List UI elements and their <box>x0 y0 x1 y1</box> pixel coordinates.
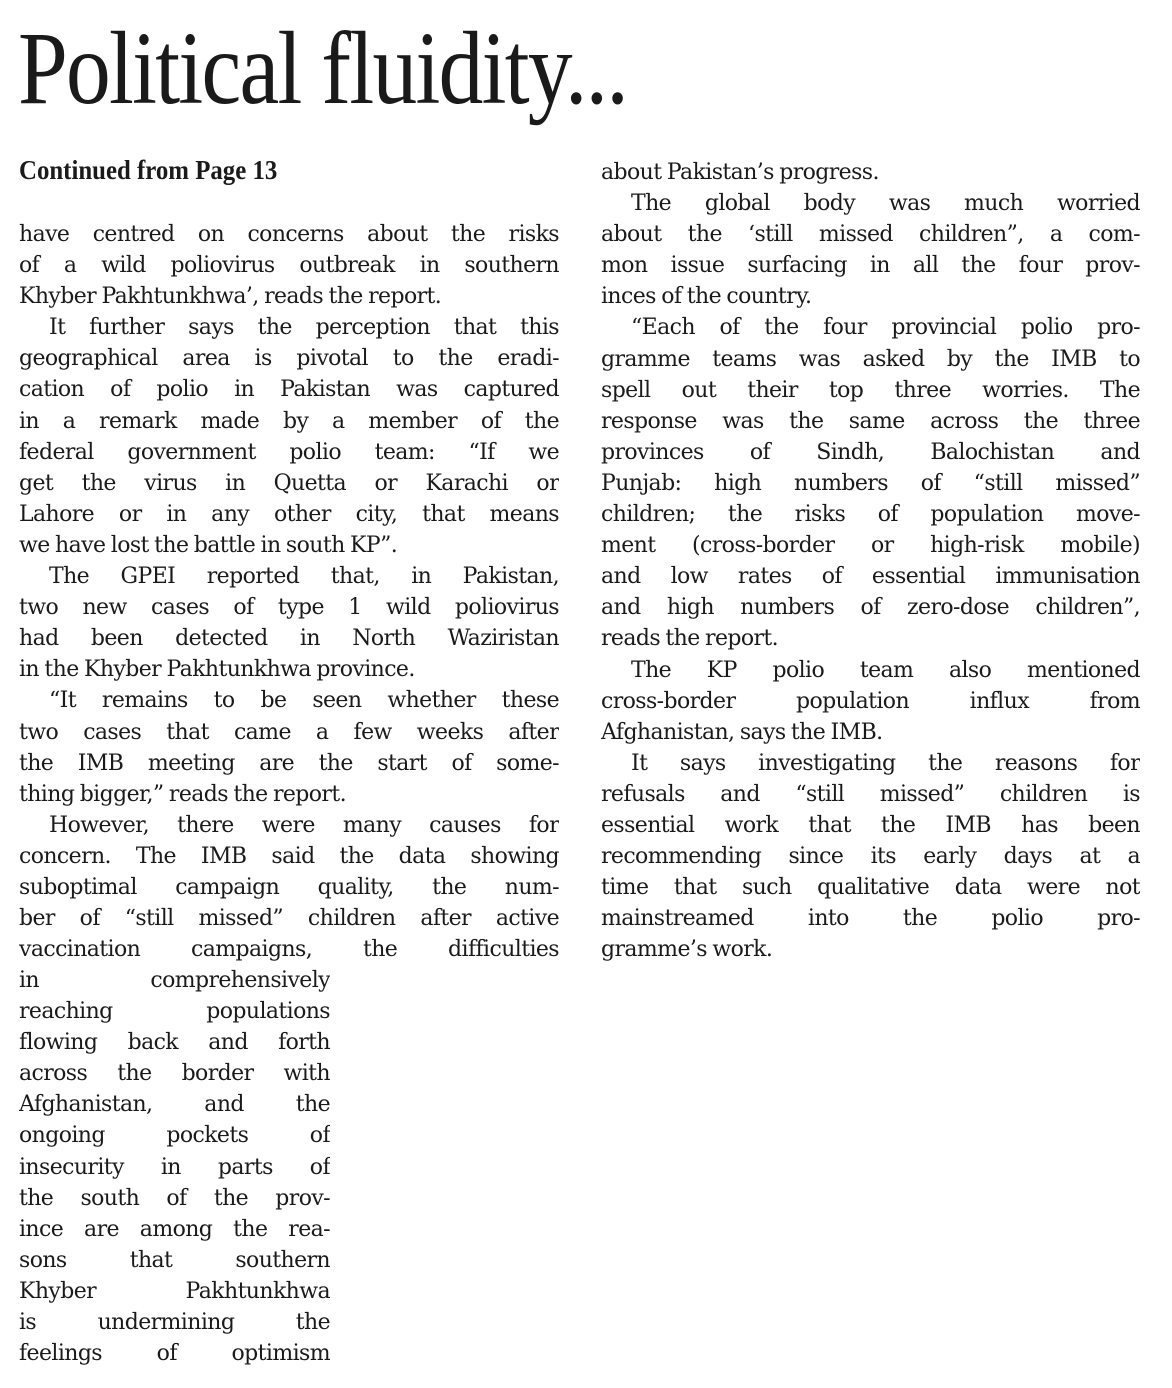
article-text-line: “It remains to be seen whether these <box>49 688 559 714</box>
article-text-line: and low rates of essential immunisation <box>601 564 1140 590</box>
article-text-line: suboptimal campaign quality, the num- <box>19 874 559 900</box>
article-text-line: insecurity in parts of <box>19 1154 330 1180</box>
article-text-line: the south of the prov- <box>19 1185 330 1211</box>
article-text-line: provinces of Sindh, Balochistan and <box>601 439 1140 465</box>
article-text-line: in comprehensively <box>19 968 330 993</box>
article-text-line: flowing back and forth <box>19 1030 330 1056</box>
article-text-line: essential work that the IMB has been <box>601 812 1140 838</box>
article-text-line: ber of “still missed” children after active <box>19 906 559 932</box>
article-text-line: concern. The IMB said the data showing <box>19 843 559 869</box>
article-text-line: about the ‘still missed children”, a com- <box>601 222 1140 248</box>
article-text-line: gramme teams was asked by the IMB to <box>601 346 1140 372</box>
article-text-line: sons that southern <box>19 1247 330 1273</box>
article-text-line: Lahore or in any other city, that means <box>19 501 559 527</box>
article-text-line: time that such qualitative data were not <box>601 875 1140 901</box>
article-text-line: gramme’s work. <box>601 937 773 963</box>
article-text-line: about Pakistan’s progress. <box>601 160 879 185</box>
article-text-line: The global body was much worried <box>631 191 1140 217</box>
article-text-line: feelings of optimism <box>19 1341 330 1367</box>
article-text-line: inces of the country. <box>601 284 812 310</box>
article-column-right <box>601 157 1140 965</box>
article-text-line: Afghanistan, says the IMB. <box>601 719 883 745</box>
article-text-line: we have lost the battle in south KP”. <box>19 532 398 558</box>
article-text-line: thing bigger,” reads the report. <box>19 781 346 807</box>
article-text-line: in the Khyber Pakhtunkhwa province. <box>19 657 415 683</box>
article-text-line: refusals and “still missed” children is <box>601 781 1140 807</box>
article-text-line: recommending since its early days at a <box>601 844 1140 870</box>
article-text-line: The GPEI reported that, in Pakistan, <box>49 564 559 590</box>
article-text-line: children; the risks of population move- <box>601 502 1140 528</box>
headline: Political fluidity... <box>18 11 627 126</box>
article-text-line: cation of polio in Pakistan was captured <box>19 377 559 403</box>
article-text-line: ince are among the rea- <box>19 1216 330 1242</box>
article-text-line: Punjab: high numbers of “still missed” <box>601 470 1140 496</box>
article-text-line: two new cases of type 1 wild poliovirus <box>19 595 559 621</box>
article-text-line: ongoing pockets of <box>19 1123 330 1149</box>
article-text-line: reads the report. <box>601 626 779 652</box>
article-text-line: “Each of the four provincial polio pro- <box>631 315 1140 341</box>
article-text-line: and high numbers of zero-dose children”, <box>601 595 1140 621</box>
article-text-line: had been detected in North Waziristan <box>19 626 559 652</box>
article-text-line: get the virus in Quetta or Karachi or <box>19 470 559 496</box>
article-text-line: However, there were many causes for <box>49 812 559 838</box>
article-text-line: Afghanistan, and the <box>19 1092 330 1118</box>
article-text-line: ment (cross-border or high-risk mobile) <box>601 533 1140 559</box>
article-text-line: of a wild poliovirus outbreak in southern <box>19 253 559 279</box>
article-text-line: have centred on concerns about the risks <box>19 222 559 247</box>
article-text-line: reaching populations <box>19 999 330 1025</box>
article-column-left <box>19 219 559 965</box>
article-text-line: response was the same across the three <box>601 408 1140 434</box>
article-text-line: cross-border population influx from <box>601 688 1140 714</box>
article-text-line: federal government polio team: “If we <box>19 439 559 465</box>
article-text-line: geographical area is pivotal to the eradi- <box>19 346 559 372</box>
article-text-line: The KP polio team also mentioned <box>631 657 1140 683</box>
article-column-left-narrow <box>19 965 330 1369</box>
article-text-line: It says investigating the reasons for <box>631 750 1140 776</box>
article-text-line: mon issue surfacing in all the four prov- <box>601 253 1140 279</box>
article-text-line: mainstreamed into the polio pro- <box>601 906 1140 932</box>
article-text-line: two cases that came a few weeks after <box>19 719 559 745</box>
article-text-line: across the border with <box>19 1061 330 1087</box>
article-text-line: Khyber Pakhtunkhwa <box>19 1278 330 1304</box>
article-text-line: spell out their top three worries. The <box>601 377 1140 403</box>
article-text-line: vaccination campaigns, the difficulties <box>19 937 559 963</box>
article-text-line: in a remark made by a member of the <box>19 408 559 434</box>
article-text-line: is undermining the <box>19 1310 330 1336</box>
article-text-line: Khyber Pakhtunkhwa’, reads the report. <box>19 284 442 310</box>
article-text-line: It further says the perception that this <box>49 315 559 341</box>
continued-from-label: Continued from Page 13 <box>19 155 278 185</box>
article-text-line: the IMB meeting are the start of some- <box>19 750 559 776</box>
